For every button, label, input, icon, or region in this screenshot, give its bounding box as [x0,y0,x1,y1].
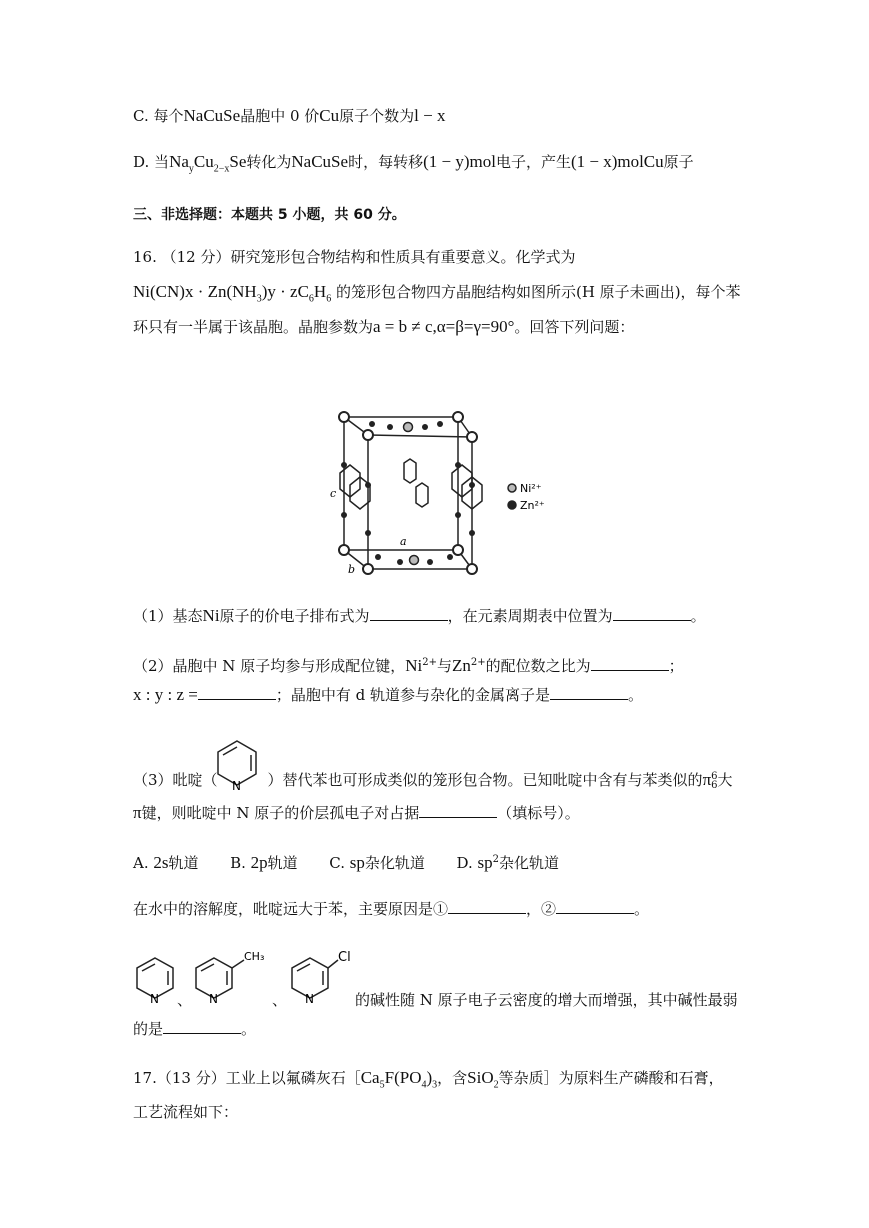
section-heading: 三、非选择题：本题共 5 小题，共 60 分。 [133,207,406,223]
answer-blank[interactable] [550,685,628,700]
pyridine-n: N [232,779,241,793]
axis-label-a: a [400,535,407,548]
q16-options: A. 2s轨道 B. 2p轨道 C. sp杂化轨道 D. $sp^2$杂化轨道 [133,853,560,872]
q16-basicity: 的碱性随 N 原子电子云密度的增大而增强，其中碱性最弱 [355,991,738,1009]
methylpyridine-structure [192,950,272,1005]
axis-label-b: b [348,563,356,576]
option-d: D. 当$Na_yCu_{2-x}Se$转化为NaCuSe时，每转移(1 − y)mol电子，产生(1 − x)molCu原子 [133,152,694,175]
q17-line2: 工艺流程如下： [133,1103,239,1121]
methyl-label: CH₃ [244,950,265,963]
chloro-label: Cl [338,950,351,965]
legend-zn: Zn²⁺ [520,499,545,512]
q16-part1: （1）基态Ni原子的价电子排布式为 ，在元素周期表中位置为 。 [133,606,706,625]
separator: 、 [272,991,288,1009]
answer-blank[interactable] [556,899,634,914]
answer-blank[interactable] [198,685,276,700]
q16-part2: （2）晶胞中 N 原子均参与形成配位键，$Ni^{2+}$与$Zn^{2+}$的配位数之比为 ； [133,656,684,675]
pyridine-structure [133,955,183,1005]
chloropyridine-structure [288,950,358,1005]
pyridine-n: N [150,992,159,1006]
answer-blank[interactable] [448,899,526,914]
q17-intro: 17.（13 分）工业上以氟磷灰石$[Ca_5F(PO_4)_3$，含SiO$_2$等杂质］为原料生产磷酸和石膏， [133,1068,724,1091]
answer-blank[interactable] [419,803,497,818]
q16-part3: （3）吡啶（ ）替代苯也可形成类似的笼形包合物。已知吡啶中含有与苯类似的π 6 6 大 [133,770,733,791]
q16-cell-params: 环只有一半属于该晶胞。晶胞参数为a = b ≠ c,α=β=γ=90°。回答下列问题： [133,317,635,336]
q16-intro: 16. （12 分）研究笼形包合物结构和性质具有重要意义。化学式为 [133,248,576,266]
legend-ni: Ni²⁺ [520,482,542,495]
q16-part2-line2: x : y : z = ；晶胞中有 d 轨道参与杂化的金属离子是 。 [133,685,643,704]
q16-solubility: 在水中的溶解度，吡啶远大于苯，主要原因是① ，② 。 [133,900,650,918]
answer-blank[interactable] [163,1019,241,1034]
q16-formula-line: $Ni(CN)x \cdot Zn(NH_3)y \cdot zC_6H_6$ 的笼形包合物四方晶胞结构如图所示(H 原子未画出)，每个苯 [133,282,741,305]
pyridine-n: N [209,992,218,1006]
q16-part3-line2: π键，则吡啶中 N 原子的价层孤电子对占据 （填标号）。 [133,803,580,822]
q16-basicity-line2: 的是 。 [133,1020,257,1038]
separator: 、 [177,991,193,1009]
answer-blank[interactable] [613,606,691,621]
crystal-cell-figure [330,405,560,585]
answer-blank[interactable] [370,606,448,621]
pyridine-n: N [305,992,314,1006]
answer-blank[interactable] [591,656,669,671]
option-c: C. 每个NaCuSe晶胞中 0 价Cu原子个数为l − x [133,106,446,125]
axis-label-c: c [330,487,337,500]
